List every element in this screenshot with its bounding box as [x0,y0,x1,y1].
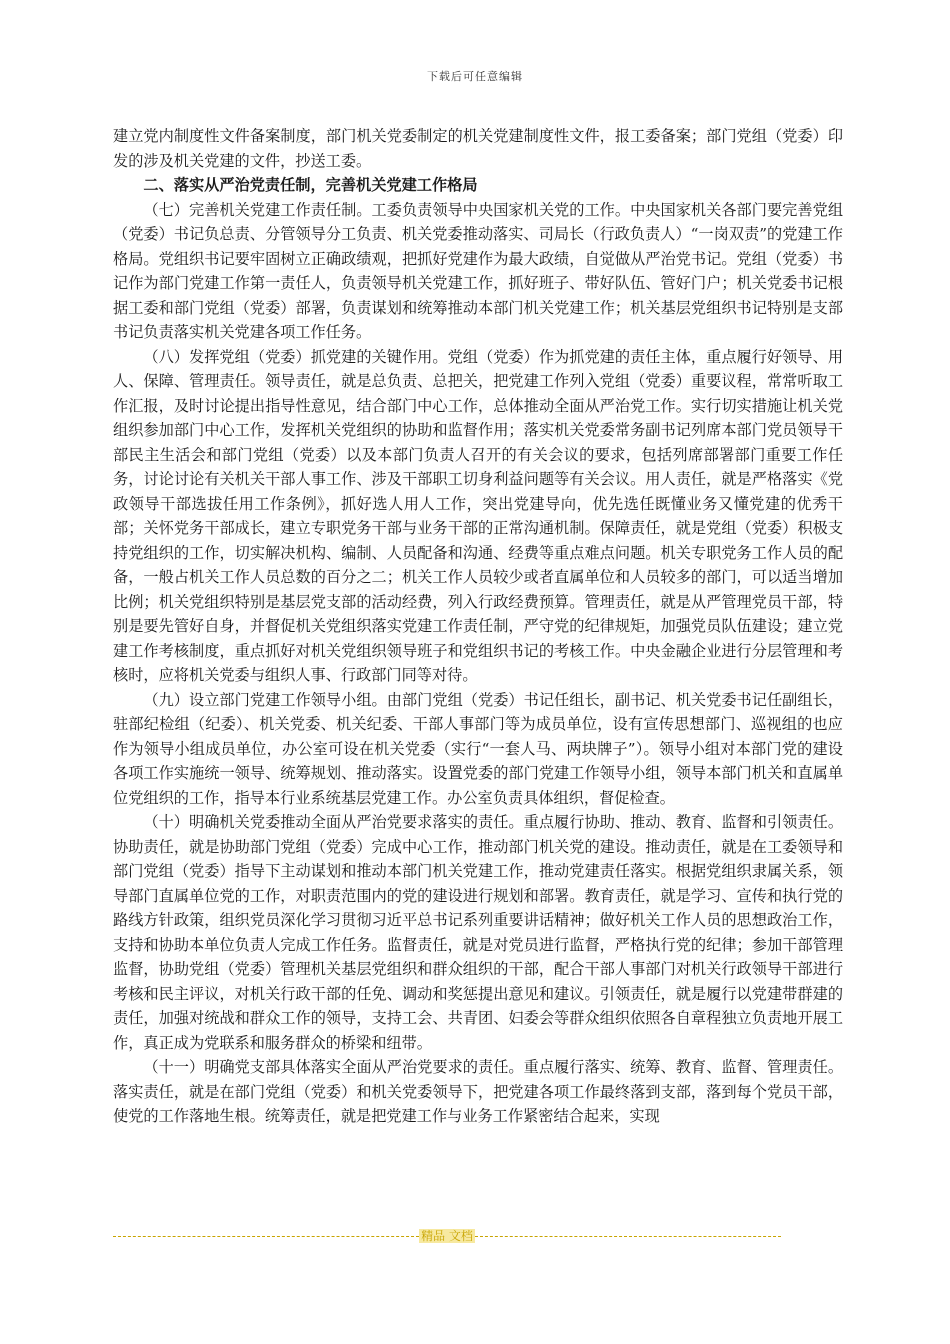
body-paragraph: （八）发挥党组（党委）抓党建的关键作用。党组（党委）作为抓党建的责任主体，重点履行好领导、用人、保障、管理责任。领导责任，就是总负责、总把关，把党建工作列入党组（党委）重要议程，常常听取工作汇报，及时讨论提出指导性意见，结合部门中心工作，总体推动全面从严治党工作。实行切实措施让机关党组织参加部门中心工作，发挥机关党组织的协助和监督作用；落实机关党委常务副书记列席本部门党员领导干部民主生活会和部门党组（党委）以及本部门负责人召开的有关会议的要求，包括列席部署部门重要工作任务，讨论讨论有关机关干部人事工作、涉及干部职工切身利益问题等有关会议。用人责任，就是严格落实《党政领导干部选拔任用工作条例》，抓好选人用人工作，突出党建导向，优先选任既懂业务又懂党建的优秀干部；关怀党务干部成长，建立专职党务干部与业务干部的正常沟通机制。保障责任，就是党组（党委）积极支持党组织的工作，切实解决机构、编制、人员配备和沟通、经费等重点难点问题。机关专职党务工作人员的配备，一般占机关工作人员总数的百分之二；机关工作人员较少或者直属单位和人员较多的部门，可以适当增加比例；机关党组织特别是基层党支部的活动经费，列入行政经费预算。管理责任，就是从严管理党员干部，特别是要先管好自身，并督促机关党组织落实党建工作责任制，严守党的纪律规矩，加强党员队伍建设；建立党建工作考核制度，重点抓好对机关党组织领导班子和党组织书记的考核工作。中央金融企业进行分层管理和考核时，应将机关党委与组织人事、行政部门同等对待。 [113,347,843,684]
body-paragraph: 建立党内制度性文件备案制度，部门机关党委制定的机关党建制度性文件，报工委备案；部门党组（党委）印发的涉及机关党建的文件，抄送工委。 [113,127,843,170]
body-paragraph: （十一）明确党支部具体落实全面从严治党要求的责任。重点履行落实、统筹、教育、监督、管理责任。落实责任，就是在部门党组（党委）和机关党委领导下，把党建各项工作最终落到支部，落到每个党员干部，使党的工作落地生根。统筹责任，就是把党建工作与业务工作紧密结合起来，实现 [113,1058,843,1125]
page-header-note: 下载后可任意编辑 [427,70,523,83]
page-footer-rule [113,1229,781,1243]
footer-label: 精品 文档 [421,1229,473,1243]
body-paragraph: （十）明确机关党委推动全面从严治党要求落实的责任。重点履行协助、推动、教育、监督和引领责任。协助责任，就是协助部门党组（党委）完成中心工作，推动部门机关党的建设。推动责任，就是在工委领导和部门党组（党委）指导下主动谋划和推动本部门机关党建工作，推动党建责任落实。根据党组织隶属关系，领导部门直属单位党的工作，对职责范围内的党的建设进行规划和部署。教育责任，就是学习、宣传和执行党的路线方针政策，组织党员深化学习贯彻习近平总书记系列重要讲话精神；做好机关工作人员的思想政治工作，支持和协助本单位负责人完成工作任务。监督责任，就是对党员进行监督，严格执行党的纪律；参加干部管理监督，协助党组（党委）管理机关基层党组织和群众组织的干部，配合干部人事部门对机关行政领导干部进行考核和民主评议，对机关行政干部的任免、调动和奖惩提出意见和建议。引领责任，就是履行以党建带群建的责任，加强对统战和群众工作的领导，支持工会、共青团、妇委会等群众组织依照各自章程独立负责地开展工作，真正成为党联系和服务群众的桥梁和纽带。 [113,813,843,1052]
document-body [113,124,843,1129]
body-paragraph: （九）设立部门党建工作领导小组。由部门党组（党委）书记任组长，副书记、机关党委书记任副组长，驻部纪检组（纪委）、机关党委、机关纪委、干部人事部门等为成员单位，设有宣传思想部门、巡视组的也应作为领导小组成员单位，办公室可设在机关党委（实行“一套人马、两块牌子”）。领导小组对本部门党的建设各项工作实施统一领导、统筹规划、推动落实。设置党委的部门党建工作领导小组，领导本部门机关和直属单位党组织的工作，指导本行业系统基层党建工作。办公室负责具体组织，督促检查。 [113,690,843,807]
section-heading: 二、落实从严治党责任制，完善机关党建工作格局 [143,176,478,194]
footer-dash-left [113,1236,419,1237]
body-paragraph: （七）完善机关党建工作责任制。工委负责领导中央国家机关党的工作。中央国家机关各部门要完善党组（党委）书记负总责、分管领导分工负责、机关党委推动落实、司局长（行政负责人）“一岗双责”的党建工作格局。党组织书记要牢固树立正确政绩观，把抓好党建作为最大政绩，自觉做从严治党书记。党组（党委）书记作为部门党建工作第一责任人，负责领导机关党建工作，抓好班子、带好队伍、管好门户；机关党委书记根据工委和部门党组（党委）部署，负责谋划和统筹推动本部门机关党建工作；机关基层党组织书记特别是支部书记负责落实机关党建各项工作任务。 [113,200,843,341]
footer-dash-right [475,1236,781,1237]
